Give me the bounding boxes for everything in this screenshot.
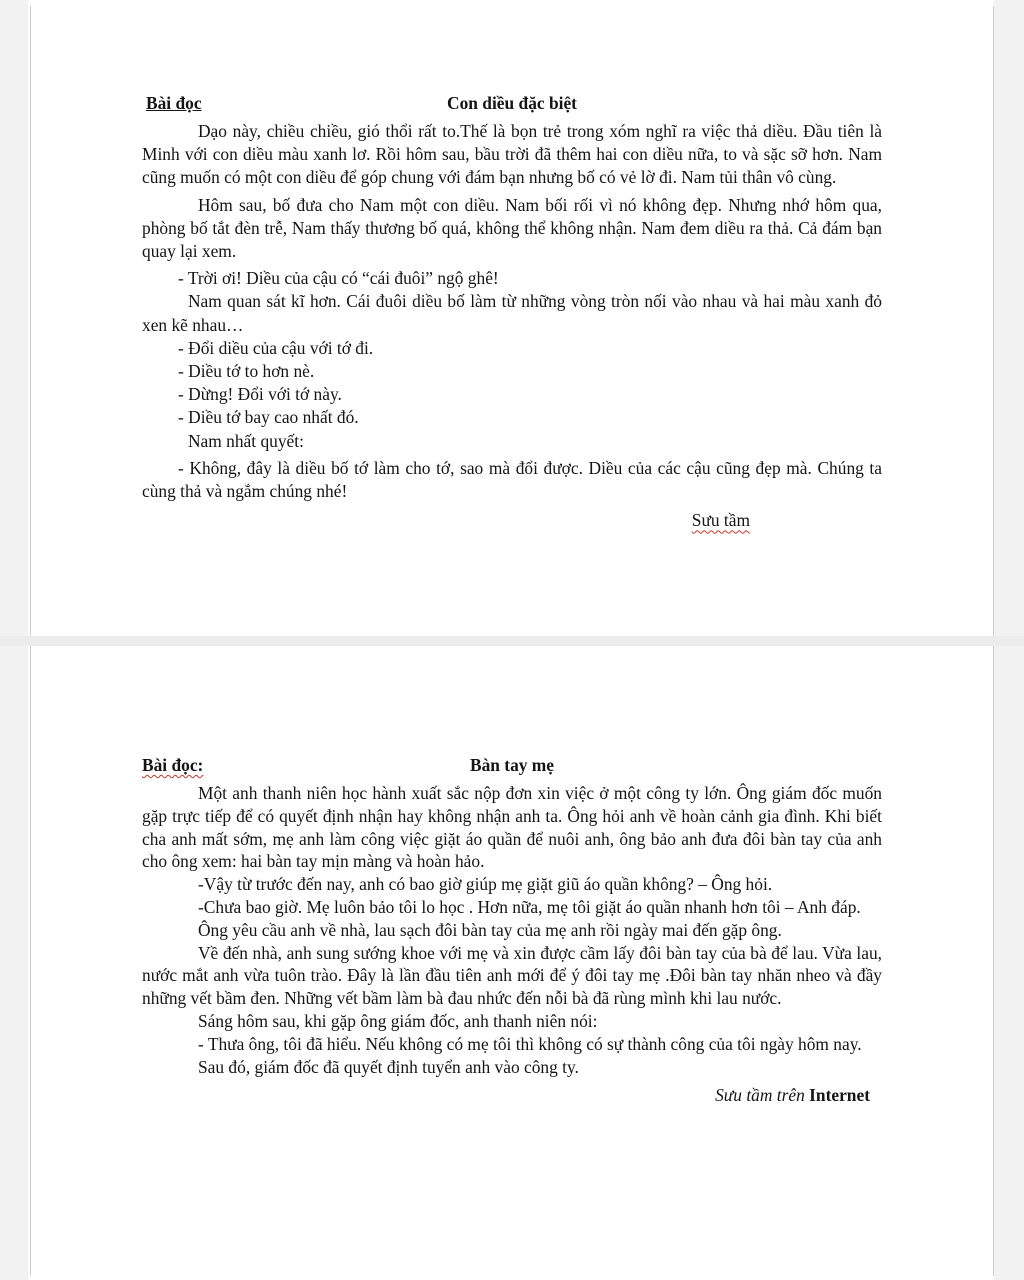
paragraph: Ông yêu cầu anh về nhà, lau sạch đôi bàn tay của mẹ anh rồi ngày mai đến gặp ông. (198, 919, 782, 940)
paragraph: Hôm sau, bố đưa cho Nam một con diều. Nam bối rối vì nó không đẹp. Nhưng nhớ hôm qua, phòng bố tắt đèn trễ, Nam thấy thương bố quá, không thể không nhận. Nam đem diều ra thả. Cả đám bạn quay lại xem. (142, 194, 882, 262)
page-break (0, 636, 1024, 646)
story-title: Bàn tay mẹ (469, 755, 555, 775)
story-title: Con diều đặc biệt (447, 93, 577, 113)
narration: Nam nhất quyết: (188, 430, 304, 451)
page-1-content (142, 92, 882, 532)
dialog-line: - Dừng! Đổi với tớ này. (178, 384, 342, 405)
closing-paragraph: - Không, đây là diều bố tớ làm cho tớ, sao mà đổi được. Diều của các cậu cũng đẹp mà. Chúng ta cùng thả và ngắm chúng nhé! (142, 457, 882, 502)
dialog-line: - Trời ơi! Diều của cậu có “cái đuôi” ngộ ghê! (178, 268, 499, 289)
page-2-content (142, 754, 882, 1107)
dialog-line: -Vậy từ trước đến nay, anh có bao giờ giúp mẹ giặt giũ áo quần không? – Ông hỏi. (198, 874, 773, 895)
paragraph: Một anh thanh niên học hành xuất sắc nộp đơn xin việc ở một công ty lớn. Ông giám đốc muốn gặp trực tiếp để có quyết định nhận hay không nhận anh ta. Ông hỏi anh về hoàn cảnh gia đình. Khi biết cha anh mất sớm, mẹ anh làm công việc giặt áo quần để nuôi anh, ông bảo anh đưa đôi bàn tay của anh cho ông xem: hai bàn tay mịn màng và hoàn hảo. (142, 783, 882, 872)
paragraph: Về đến nhà, anh sung sướng khoe với mẹ và xin được cầm lấy đôi bàn tay của bà để lau. Vừa lau, nước mắt anh vừa tuôn trào. Đây là lần đầu tiên anh mới để ý đôi tay mẹ .Đôi bàn tay nhăn nheo và đầy những vết bầm đen. Những vết bầm làm bà đau nhức đến nỗi bà đã rùng mình khi lau nước. (142, 942, 882, 1009)
dialog-line: - Diều tớ bay cao nhất đó. (178, 407, 359, 428)
paragraph: Dạo này, chiều chiều, gió thổi rất to.Thế là bọn trẻ trong xóm nghĩ ra việc thả diều. Đầu tiên là Minh với con diều màu xanh lơ. Rồi hôm sau, bầu trời đã thêm hai con diều nữa, to và sặc sỡ hơn. Nam cũng muốn có một con diều để góp chung với đám bạn nhưng bố có vẻ lờ đi. Nam tủi thân vô cùng. (142, 121, 882, 188)
page-edge (993, 6, 994, 636)
signature-source: Internet (809, 1085, 870, 1106)
title-row (142, 92, 882, 118)
document-page-2 (30, 646, 994, 1276)
signature-prefix: Sưu tầm trên (715, 1085, 805, 1106)
dialog-line: - Đổi diều của cậu với tớ đi. (178, 337, 374, 358)
signature-text: Sưu tầm (691, 510, 750, 531)
dialog-line: - Diều tớ to hơn nè. (178, 361, 315, 382)
page-edge (30, 646, 31, 1276)
title-row (142, 754, 882, 780)
narration: Sáng hôm sau, khi gặp ông giám đốc, anh thanh niên nói: (198, 1010, 598, 1031)
signature (142, 1084, 882, 1107)
section-label: Bài đọc: (142, 755, 204, 775)
dialog-line: -Chưa bao giờ. Mẹ luôn bảo tôi lo học . Hơn nữa, mẹ tôi giặt áo quần nhanh hơn tôi – Anh đáp. (198, 896, 861, 917)
page-edge (993, 646, 994, 1276)
signature (142, 509, 882, 532)
document-page-1 (30, 6, 994, 636)
page-edge (30, 6, 31, 636)
paragraph: Sau đó, giám đốc đã quyết định tuyển anh vào công ty. (198, 1056, 579, 1077)
paragraph: Nam quan sát kĩ hơn. Cái đuôi diều bố làm từ những vòng tròn nối vào nhau và hai màu xanh đỏ xen kẽ nhau… (142, 291, 882, 335)
dialog-line: - Thưa ông, tôi đã hiểu. Nếu không có mẹ tôi thì không có sự thành công của tôi ngày hôm nay. (198, 1033, 862, 1054)
section-label: Bài đọc (146, 93, 202, 113)
